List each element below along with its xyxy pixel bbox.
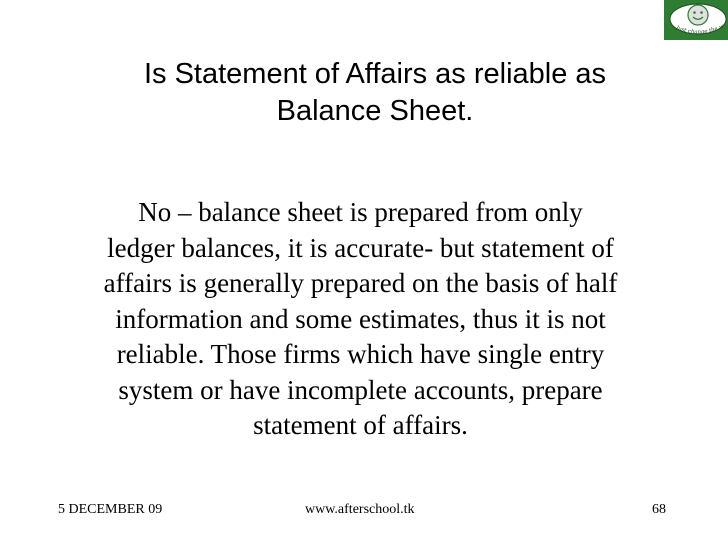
footer-url: www.afterschool.tk	[305, 502, 415, 517]
slide-body-line: affairs is generally prepared on the basis of half	[103, 268, 618, 298]
slide-title-line: Is Statement of Affairs as reliable as	[143, 58, 607, 90]
logo-text: Just change the w	[675, 23, 725, 36]
smiley-eye-logo-icon	[664, 0, 728, 40]
afterschool-logo	[664, 0, 728, 40]
slide-body-line: No – balance sheet is prepared from only	[138, 197, 583, 227]
footer-date: 5 DECEMBER 09	[58, 502, 163, 517]
slide-body-line: statement of affairs.	[253, 410, 468, 440]
slide-body-line: reliable. Those firms which have single entry	[116, 339, 605, 369]
slide-body	[28, 195, 693, 444]
slide-title-line: Balance Sheet.	[276, 95, 474, 127]
slide-body-line: information and some estimates, thus it is not	[115, 303, 606, 334]
slide-body-line: system or have incomplete accounts, prepare	[118, 374, 603, 405]
slide-body-line: ledger balances, it is accurate- but statement of	[107, 232, 614, 263]
footer-page-number: 68	[652, 502, 666, 517]
slide-title	[60, 56, 690, 130]
